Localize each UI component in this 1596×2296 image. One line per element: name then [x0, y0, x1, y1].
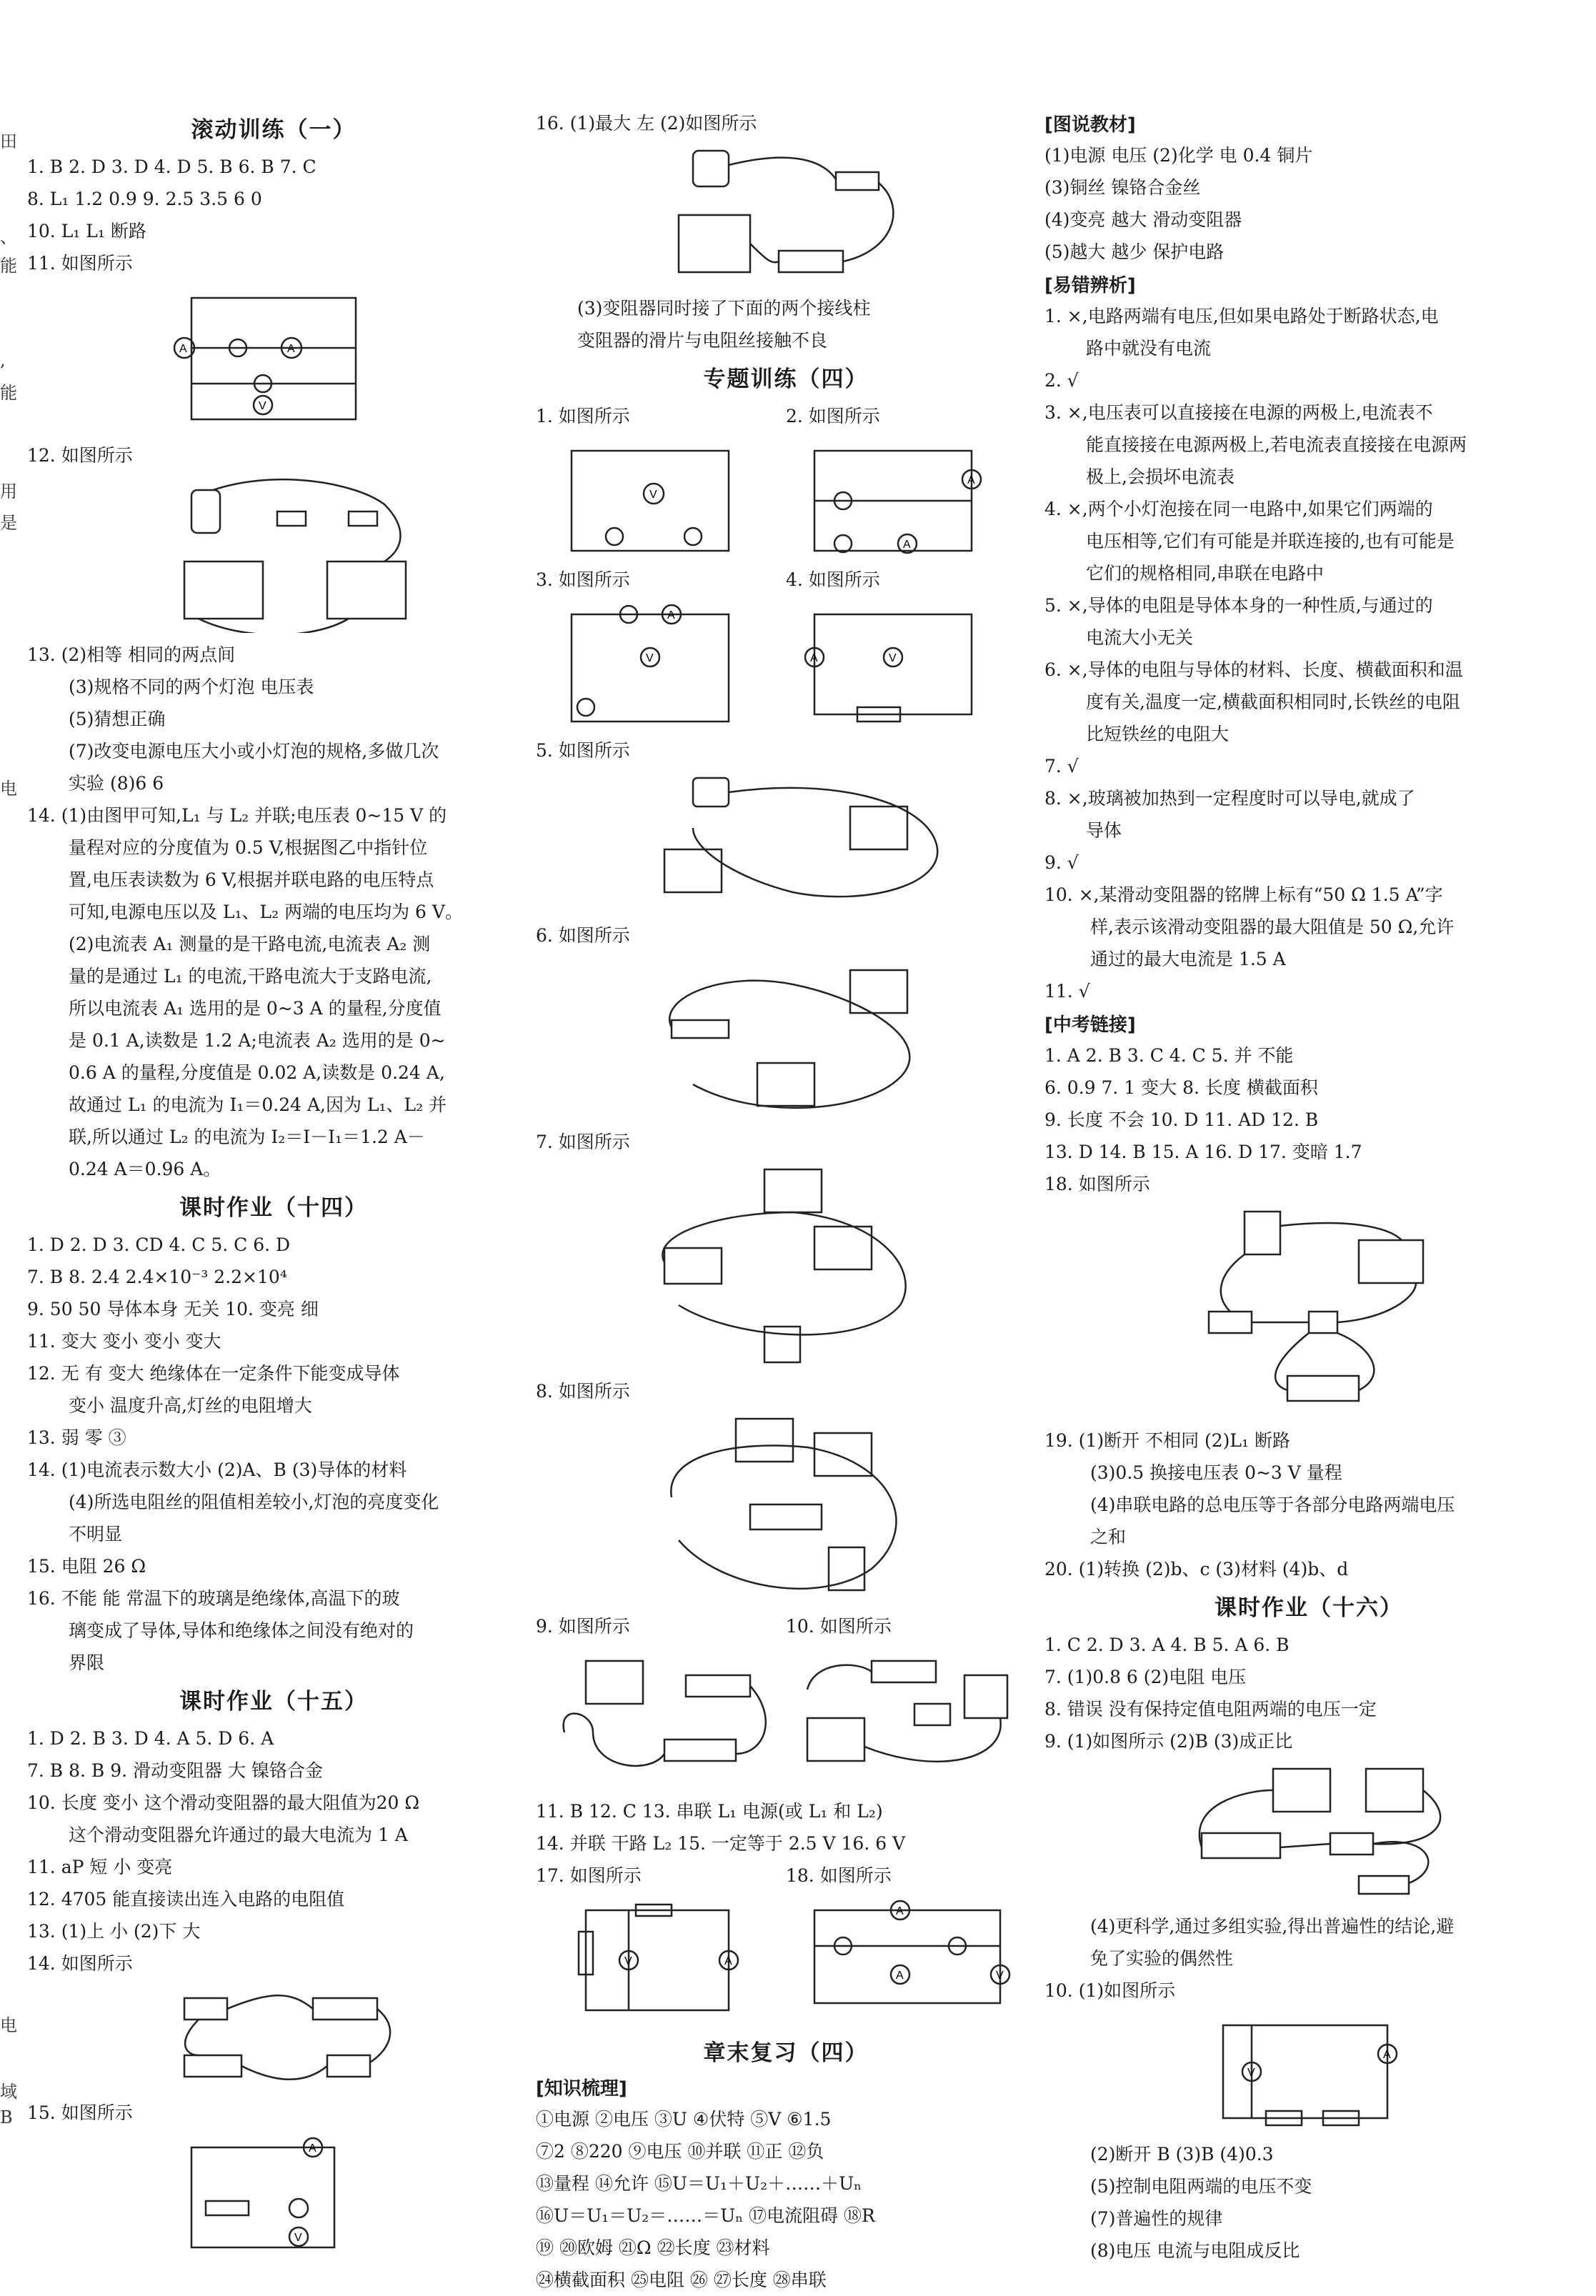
- edge-char: 域: [0, 2082, 17, 2102]
- answer-line: 5. ×,导体的电阻是导体本身的一种性质,与通过的: [1044, 595, 1433, 616]
- column-middle: [536, 107, 1036, 2296]
- answer-line: (3)变阻器同时接了下面的两个接线柱: [577, 298, 871, 319]
- answer-line: 10. 长度 变小 这个滑动变阻器的最大阻值为20 Ω: [27, 1792, 420, 1813]
- circuit-diagram: [1202, 1204, 1459, 1419]
- svg-text:V: V: [259, 400, 266, 412]
- section-title: 章末复习（四）: [703, 2040, 869, 2066]
- answer-line: 2. 如图所示: [786, 406, 880, 426]
- circuit-diagram: [650, 1412, 964, 1604]
- svg-text:A: A: [309, 2142, 316, 2155]
- answer-line: 11. aP 短 小 变亮: [27, 1857, 173, 1877]
- answer-line: 12. 4705 能直接读出连入电路的电阻值: [27, 1889, 345, 1910]
- answer-line: 界限: [69, 1652, 105, 1673]
- question-row: [536, 1610, 1036, 1795]
- answer-line: 它们的规格相同,串联在电路中: [1086, 563, 1324, 584]
- edge-char: 是: [0, 513, 17, 533]
- circuit-diagram: [1187, 1762, 1516, 1905]
- circuit-diagram: [800, 436, 1014, 558]
- answer-line: 6. ×,导体的电阻与导体的材料、长度、横截面积和温: [1044, 659, 1463, 680]
- answer-line: (1)电源 电压 (2)化学 电 0.4 铜片: [1044, 145, 1313, 166]
- answer-line: 是 0.1 A,读数是 1.2 A;电流表 A₂ 选用的是 0~: [69, 1030, 446, 1051]
- answer-line: 样,表示该滑动变阻器的最大阻值是 50 Ω,允许: [1090, 917, 1455, 937]
- answer-line: 故通过 L₁ 的电流为 I₁＝0.24 A,因为 L₁、L₂ 并: [69, 1094, 447, 1115]
- svg-text:A: A: [667, 609, 675, 622]
- answer-line: 导体: [1086, 820, 1122, 841]
- svg-text:V: V: [1247, 2067, 1255, 2079]
- answer-line: 不明显: [69, 1524, 123, 1544]
- answer-line: ⑬量程 ⑭允许 ⑮U＝U₁＋U₂＋……＋Uₙ: [536, 2173, 862, 2194]
- circuit-diagram: [650, 956, 964, 1120]
- svg-text:A: A: [967, 474, 975, 486]
- answer-line: 13. 弱 零 ③: [27, 1427, 126, 1448]
- answer-line: 量的是通过 L₁ 的电流,干路电流大于支路电流,: [69, 966, 432, 987]
- answer-line: ㉔横截面积 ㉕电阻 ㉖ ㉗长度 ㉘串联: [536, 2270, 827, 2290]
- answer-line: 14. (1)电流表示数大小 (2)A、B (3)导体的材料: [27, 1459, 407, 1480]
- answer-line: 12. 如图所示: [27, 445, 133, 466]
- section-title: 专题训练（四）: [703, 366, 869, 392]
- answer-line: (7)改变电源电压大小或小灯泡的规格,多做几次: [69, 741, 439, 762]
- circuit-diagram: [650, 1162, 964, 1369]
- answer-line: 4. ×,两个小灯泡接在同一电路中,如果它们两端的: [1044, 499, 1433, 519]
- answer-line: 9. 如图所示: [536, 1616, 630, 1637]
- answer-line: (2)电流表 A₁ 测量的是干路电流,电流表 A₂ 测: [69, 934, 431, 954]
- circuit-diagram: [550, 1647, 786, 1790]
- answer-line: 1. D 2. D 3. CD 4. C 5. C 6. D: [27, 1234, 291, 1255]
- section-title: 课时作业（十五）: [179, 1689, 368, 1714]
- circuit-diagram: [557, 600, 757, 729]
- answer-line: (2)断开 B (3)B (4)0.3: [1090, 2144, 1274, 2165]
- answer-line: 6. 0.9 7. 1 变大 8. 长度 横截面积: [1044, 1077, 1318, 1098]
- section-title: 滚动训练（一）: [191, 117, 356, 143]
- answer-line: 电压相等,它们有可能是并联连接的,也有可能是: [1086, 531, 1455, 551]
- svg-text:A: A: [896, 1905, 904, 1917]
- circuit-diagram: [170, 476, 427, 633]
- answer-line: 3. ×,电压表可以直接接在电源的两极上,电流表不: [1044, 402, 1433, 423]
- answer-line: ⑦2 ⑧220 ⑨电压 ⑩并联 ⑪正 ⑫负: [536, 2141, 824, 2162]
- answer-line: ①电源 ②电压 ③U ④伏特 ⑤V ⑥1.5: [536, 2109, 832, 2130]
- answer-line: 9. 长度 不会 10. D 11. AD 12. B: [1044, 1109, 1319, 1130]
- answer-line: 0.24 A＝0.96 A。: [69, 1159, 221, 1179]
- answer-line: (7)普遍性的规律: [1090, 2208, 1223, 2229]
- answer-line: 13. (2)相等 相同的两点间: [27, 644, 236, 665]
- svg-text:A: A: [1383, 2049, 1391, 2061]
- answer-line: (3)铜丝 镍铬合金丝: [1044, 177, 1201, 198]
- edge-char: 电: [0, 779, 17, 799]
- answer-line: 15. 如图所示: [27, 2102, 133, 2123]
- answer-line: 11. B 12. C 13. 串联 L₁ 电源(或 L₁ 和 L₂): [536, 1801, 883, 1822]
- question-row: [536, 1860, 1036, 2030]
- answer-line: 16. 不能 能 常温下的玻璃是绝缘体,高温下的玻: [27, 1588, 400, 1609]
- circuit-diagram: [800, 1896, 1029, 2025]
- circuit-diagram: [177, 2133, 377, 2255]
- circuit-diagram: [672, 144, 914, 286]
- column-right: [1044, 107, 1573, 2267]
- answer-line: 11. 变大 变小 变小 变大: [27, 1331, 221, 1352]
- svg-text:V: V: [646, 652, 654, 664]
- answer-line: 10. (1)如图所示: [1044, 1980, 1176, 2001]
- answer-line: 实验 (8)6 6: [69, 773, 164, 794]
- circuit-diagram: [1209, 2011, 1437, 2132]
- answer-line: 19. (1)断开 不相同 (2)L₁ 断路: [1044, 1430, 1290, 1451]
- answer-line: (5)越大 越少 保护电路: [1044, 241, 1225, 262]
- answer-line: 9. √: [1044, 852, 1079, 873]
- circuit-diagram: [170, 284, 370, 434]
- question-row: [536, 564, 1036, 734]
- edge-char: B: [0, 2107, 13, 2127]
- answer-line: 2. √: [1044, 370, 1079, 391]
- answer-line: 13. D 14. B 15. A 16. D 17. 变暗 1.7: [1044, 1142, 1362, 1162]
- answer-line: 14. 并联 干路 L₂ 15. 一定等于 2.5 V 16. 6 V: [536, 1833, 906, 1854]
- answer-line: 20. (1)转换 (2)b、c (3)材料 (4)b、d: [1044, 1559, 1349, 1579]
- svg-text:V: V: [889, 652, 897, 664]
- svg-text:A: A: [179, 343, 187, 355]
- answer-line: 通过的最大电流是 1.5 A: [1090, 949, 1286, 969]
- svg-text:A: A: [903, 539, 911, 551]
- edge-char: 电: [0, 2015, 17, 2035]
- answer-line: 极上,会损坏电流表: [1086, 466, 1235, 487]
- circuit-diagram: [557, 1896, 772, 2025]
- answer-line: 9. 50 50 导体本身 无关 10. 变亮 细: [27, 1299, 319, 1319]
- answer-line: 8. L₁ 1.2 0.9 9. 2.5 3.5 6 0: [27, 189, 262, 209]
- answer-line: 1. D 2. B 3. D 4. A 5. D 6. A: [27, 1728, 274, 1749]
- svg-text:V: V: [624, 1955, 632, 1967]
- answer-line: 1. A 2. B 3. C 4. C 5. 并 不能: [1044, 1045, 1294, 1066]
- answer-line: (4)所选电阻丝的阻值相差较小,灯泡的亮度变化: [69, 1492, 439, 1512]
- answer-line: 1. 如图所示: [536, 406, 630, 426]
- circuit-diagram: [170, 1984, 399, 2091]
- answer-line: 10. ×,某滑动变阻器的铭牌上标有“50 Ω 1.5 A”字: [1044, 884, 1443, 905]
- answer-line: 可知,电源电压以及 L₁、L₂ 两端的电压均为 6 V。: [69, 902, 463, 922]
- section-title: 课时作业（十六）: [1215, 1595, 1403, 1621]
- answer-line: 8. 如图所示: [536, 1381, 630, 1402]
- edge-char: 能: [0, 256, 17, 276]
- answer-line: 置,电压表读数为 6 V,根据并联电路的电压特点: [69, 869, 434, 890]
- answer-line: 7. √: [1044, 756, 1079, 777]
- answer-line: 所以电流表 A₁ 选用的是 0~3 A 的量程,分度值: [69, 998, 442, 1019]
- answer-line: (3)0.5 换接电压表 0~3 V 量程: [1090, 1462, 1342, 1483]
- answer-line: 7. (1)0.8 6 (2)电阻 电压: [1044, 1667, 1247, 1687]
- answer-line: 之和: [1090, 1527, 1127, 1547]
- svg-text:V: V: [649, 489, 657, 501]
- answer-line: (3)规格不同的两个灯泡 电压表: [69, 677, 314, 697]
- subsection-title: [知识梳理]: [536, 2078, 627, 2100]
- svg-text:A: A: [810, 652, 818, 664]
- edge-char: 田: [0, 131, 17, 151]
- answer-line: 0.6 A 的量程,分度值是 0.02 A,读数是 0.24 A,: [69, 1062, 445, 1083]
- answer-line: 量程对应的分度值为 0.5 V,根据图乙中指针位: [69, 837, 428, 858]
- subsection-title: [易错辨析]: [1044, 275, 1136, 296]
- column-left: [27, 107, 520, 2260]
- answer-line: 联,所以通过 L₂ 的电流为 I₂＝I－I₁＝1.2 A－: [69, 1127, 425, 1147]
- answer-line: 6. 如图所示: [536, 925, 630, 946]
- svg-text:V: V: [294, 2232, 302, 2244]
- answer-line: 18. 如图所示: [1044, 1174, 1150, 1194]
- answer-line: 13. (1)上 小 (2)下 大: [27, 1921, 201, 1942]
- edge-char: 、: [0, 227, 17, 247]
- answer-line: 8. 错误 没有保持定值电阻两端的电压一定: [1044, 1699, 1377, 1719]
- subsection-title: [图说教材]: [1044, 114, 1136, 136]
- answer-line: 9. (1)如图所示 (2)B (3)成正比: [1044, 1731, 1293, 1752]
- svg-text:V: V: [996, 1970, 1004, 1982]
- question-row: [536, 400, 1036, 564]
- answer-line: 这个滑动变阻器允许通过的最大电流为 1 A: [69, 1825, 408, 1845]
- answer-line: 11. √: [1044, 981, 1090, 1002]
- answer-line: (5)控制电阻两端的电压不变: [1090, 2176, 1312, 2197]
- svg-text:A: A: [287, 343, 295, 355]
- answer-line: 路中就没有电流: [1086, 338, 1212, 359]
- answer-line: 10. 如图所示: [786, 1616, 892, 1637]
- answer-line: (4)串联电路的总电压等于各部分电路两端电压: [1090, 1494, 1455, 1515]
- answer-line: 14. 如图所示: [27, 1953, 133, 1974]
- answer-line: 7. B 8. 2.4 2.4×10⁻³ 2.2×10⁴: [27, 1267, 287, 1287]
- answer-line: 免了实验的偶然性: [1090, 1948, 1234, 1969]
- answer-line: 度有关,温度一定,横截面积相同时,长铁丝的电阻: [1086, 692, 1460, 712]
- answer-line: 4. 如图所示: [786, 569, 880, 590]
- answer-line: 5. 如图所示: [536, 740, 630, 761]
- svg-text:A: A: [896, 1970, 904, 1982]
- circuit-diagram: [800, 600, 1014, 729]
- answer-line: 3. 如图所示: [536, 569, 630, 590]
- edge-char: ,: [0, 350, 6, 370]
- answer-line: 电流大小无关: [1086, 627, 1194, 648]
- answer-line: 7. B 8. B 9. 滑动变阻器 大 镍铬合金: [27, 1760, 323, 1781]
- answer-line: 变小 温度升高,灯丝的电阻增大: [69, 1395, 312, 1416]
- answer-line: 8. ×,玻璃被加热到一定程度时可以导电,就成了: [1044, 788, 1415, 809]
- circuit-diagram: [793, 1647, 1029, 1790]
- answer-line: 1. ×,电路两端有电压,但如果电路处于断路状态,电: [1044, 306, 1439, 326]
- answer-line: (8)电压 电流与电阻成反比: [1090, 2240, 1300, 2261]
- answer-line: 11. 如图所示: [27, 253, 133, 274]
- answer-line: 18. 如图所示: [786, 1865, 892, 1886]
- answer-line: ⑲ ⑳欧姆 ㉑Ω ㉒长度 ㉓材料: [536, 2237, 770, 2258]
- answer-line: 璃变成了导体,导体和绝缘体之间没有绝对的: [69, 1620, 414, 1641]
- answer-line: 14. (1)由图甲可知,L₁ 与 L₂ 并联;电压表 0~15 V 的: [27, 805, 447, 826]
- answer-line: 能直接接在电源两极上,若电流表直接接在电源两: [1086, 434, 1467, 455]
- circuit-diagram: [650, 771, 964, 914]
- answer-line: ⑯U＝U₁＝U₂＝……＝Uₙ ⑰电流阻碍 ⑱R: [536, 2205, 875, 2226]
- edge-char: 能: [0, 383, 17, 403]
- answer-line: 1. C 2. D 3. A 4. B 5. A 6. B: [1044, 1634, 1290, 1655]
- answer-line: 10. L₁ L₁ 断路: [27, 221, 146, 241]
- answer-line: 15. 电阻 26 Ω: [27, 1556, 146, 1577]
- answer-line: (4)变亮 越大 滑动变阻器: [1044, 209, 1242, 230]
- circuit-diagram: [557, 436, 757, 558]
- answer-line: 变阻器的滑片与电阻丝接触不良: [577, 330, 828, 351]
- subsection-title: [中考链接]: [1044, 1014, 1136, 1036]
- answer-line: 1. B 2. D 3. D 4. D 5. B 6. B 7. C: [27, 156, 316, 177]
- answer-line: 16. (1)最大 左 (2)如图所示: [536, 113, 757, 134]
- svg-text:A: A: [724, 1955, 732, 1967]
- answer-line: 7. 如图所示: [536, 1132, 630, 1152]
- section-title: 课时作业（十四）: [179, 1195, 368, 1221]
- answer-line: 17. 如图所示: [536, 1865, 642, 1886]
- edge-char: 用: [0, 481, 17, 501]
- answer-line: (5)猜想正确: [69, 709, 166, 729]
- answer-line: 12. 无 有 变大 绝缘体在一定条件下能变成导体: [27, 1363, 400, 1384]
- answer-line: 比短铁丝的电阻大: [1086, 724, 1230, 744]
- answer-line: (4)更科学,通过多组实验,得出普遍性的结论,避: [1090, 1916, 1455, 1937]
